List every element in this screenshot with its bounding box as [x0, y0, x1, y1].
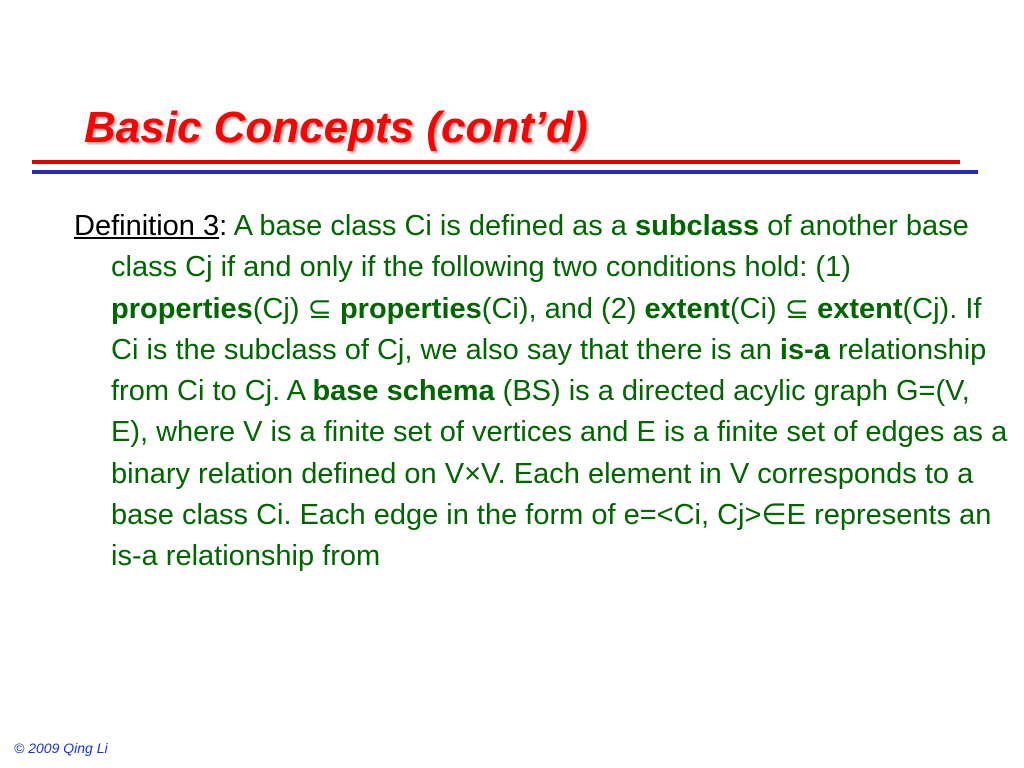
- definition-text: (Ci), and (2): [481, 292, 645, 325]
- definition-paragraph: [74, 206, 1011, 578]
- title-divider-blue: [32, 170, 978, 174]
- definition-label: Definition 3: [74, 210, 220, 242]
- term-is-a: is-a: [779, 333, 830, 366]
- definition-text: (Ci) ⊆: [729, 292, 818, 325]
- term-properties: properties: [339, 292, 482, 325]
- term-extent: extent: [817, 292, 903, 325]
- term-extent: extent: [644, 292, 730, 325]
- term-properties: properties: [111, 292, 253, 325]
- definition-text: (Cj). If Ci is the subclass of Cj, we also say that there is an: [111, 292, 982, 366]
- definition-text: A base class Ci is defined as a: [227, 210, 635, 242]
- copyright-footer: © 2009 Qing Li: [14, 740, 108, 756]
- definition-text: of another base class Cj if and only if the following two conditions hold: (1): [111, 210, 969, 284]
- term-subclass: subclass: [635, 210, 760, 242]
- definition-text: (BS) is a directed acylic graph G=(V, E), where V is a finite set of vertices and E is a finite set of edges as a binary relation defined on V×V. Each element in V corresponds to a base class Ci. Each edge in the form of e=<Ci, Cj>∈E represents an is-a relationship from: [111, 375, 1008, 573]
- term-base-schema: base schema: [312, 375, 495, 408]
- definition-text: relationship from Ci to Cj. A: [111, 333, 987, 408]
- definition-text: (Cj) ⊆: [252, 292, 340, 325]
- definition-colon: :: [219, 210, 228, 242]
- slide-title: Basic Concepts (cont’d): [84, 103, 588, 152]
- title-divider-red: [32, 160, 960, 164]
